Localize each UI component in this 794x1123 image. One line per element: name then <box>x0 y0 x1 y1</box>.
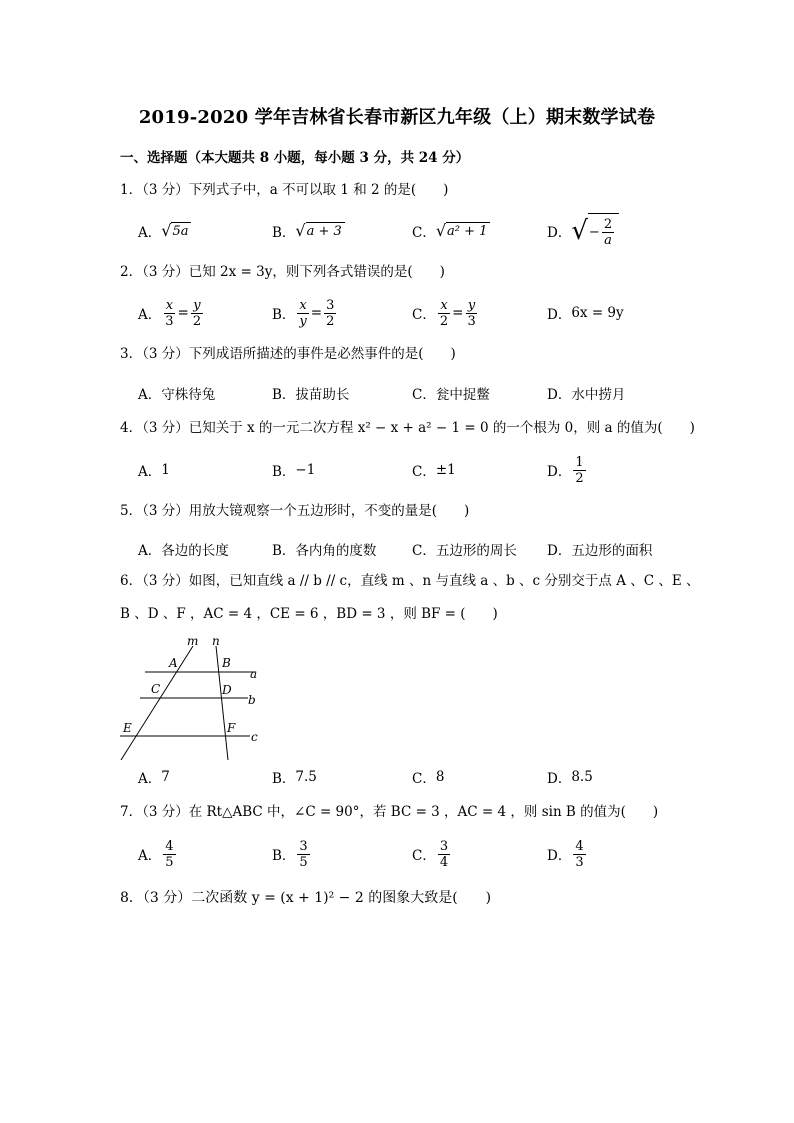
question-7-options <box>0 834 794 874</box>
denominator: 3 <box>467 313 476 329</box>
option-label: C． <box>412 225 436 241</box>
option-b <box>272 373 349 413</box>
radicand: a² + 1 <box>446 222 490 240</box>
option-c <box>412 450 456 490</box>
option-text: 五边形的周长 <box>435 543 517 559</box>
option-a <box>138 373 215 413</box>
denominator: 3 <box>575 854 584 870</box>
label-b: b <box>248 693 256 707</box>
option-label: C． <box>412 387 436 403</box>
denominator: 5 <box>299 854 308 870</box>
label-A: A <box>169 656 178 670</box>
question-5-stem: 5．（3 分）用放大镜观察一个五边形时，不变的量是( ) <box>120 503 470 519</box>
label-B: B <box>222 656 231 670</box>
option-text: ±1 <box>435 462 456 478</box>
numerator: y <box>193 297 201 313</box>
option-label: C． <box>412 543 436 559</box>
denominator: 4 <box>439 854 449 870</box>
option-b <box>272 757 317 797</box>
option-b <box>272 450 315 490</box>
option-label: C． <box>412 307 436 323</box>
numerator: 4 <box>575 838 584 854</box>
option-a <box>138 450 170 490</box>
option-label: A． <box>138 464 162 480</box>
question-5-options <box>0 529 794 569</box>
numerator: y <box>467 297 476 313</box>
option-text: 瓮中捉鳖 <box>435 387 490 403</box>
option-a <box>138 757 170 797</box>
option-c: C． $\frac{x}{2}$ = $\frac{y}{3}$ <box>412 297 476 329</box>
question-3-options <box>0 373 794 413</box>
sqrt-expression: √ − $\frac{2}{a}$ <box>571 213 619 249</box>
option-d <box>547 834 588 874</box>
option-label: D． <box>547 543 572 559</box>
label-F: F <box>227 721 236 735</box>
option-label: B． <box>272 771 296 787</box>
page-title: 2019-2020 学年吉林省长春市新区九年级（上）期末数学试卷 <box>138 107 656 128</box>
label-E: E <box>123 721 132 735</box>
question-6-stem: 6．（3 分）如图，已知直线 a // b // c，直线 m 、n 与直线 a 、b 、c 分别交于点 A 、C 、E 、 <box>120 573 700 589</box>
question-7-stem: 7．（3 分）在 Rt△ABC 中，∠C = 90°，若 BC = 3 ，AC = 4 ，则 sin B 的值为( ) <box>120 804 659 820</box>
option-c <box>412 757 444 797</box>
option-a <box>138 834 178 874</box>
option-c <box>412 529 517 569</box>
option-label: B． <box>272 307 296 323</box>
denominator: a <box>604 232 612 248</box>
denominator: 2 <box>439 313 449 329</box>
option-d <box>547 293 624 333</box>
option-text: 水中捞月 <box>571 387 626 403</box>
label-a: a <box>250 667 258 681</box>
minus-sign: − <box>588 224 600 240</box>
option-text: 拔苗助长 <box>295 387 350 403</box>
denominator: 3 <box>165 313 174 329</box>
option-b <box>272 834 312 874</box>
label-D: D <box>222 683 232 697</box>
parallel-lines-figure <box>118 634 268 762</box>
question-3-stem: 3．（3 分）下列成语所描述的事件是必然事件的是( ) <box>120 346 456 362</box>
option-label: D． <box>547 771 572 787</box>
option-label: A． <box>138 848 162 864</box>
option-label: D． <box>547 848 572 864</box>
option-label: D． <box>547 464 572 480</box>
question-1-options <box>0 211 794 251</box>
option-d <box>547 529 652 569</box>
option-text: 1 <box>161 462 170 478</box>
option-text: −1 <box>295 462 316 478</box>
question-2-stem: 2．（3 分）已知 2x = 3y，则下列各式错误的是( ) <box>120 264 445 280</box>
label-n: n <box>212 634 220 648</box>
option-a: A． $\frac{x}{3}$ = $\frac{y}{2}$ <box>138 297 202 329</box>
option-d <box>547 373 625 413</box>
denominator: 5 <box>165 854 174 870</box>
option-label: B． <box>272 387 296 403</box>
option-label: A． <box>138 543 162 559</box>
sqrt-expression: √ a + 3 <box>295 222 344 240</box>
option-label: C． <box>412 848 436 864</box>
label-m: m <box>187 634 199 648</box>
option-b <box>272 529 376 569</box>
section-heading: 一、选择题（本大题共 8 小题，每小题 3 分，共 24 分） <box>120 150 470 166</box>
denominator: y <box>299 313 307 329</box>
denominator: 2 <box>192 313 202 329</box>
numerator: 2 <box>603 216 613 232</box>
option-label: A． <box>138 307 162 323</box>
numerator: x <box>165 297 174 313</box>
numerator: x <box>299 297 307 313</box>
sqrt-expression: √ 5a <box>161 222 191 240</box>
question-6-options <box>0 757 794 797</box>
label-C: C <box>151 682 161 696</box>
question-1-stem: 1．（3 分）下列式子中，a 不可以取 1 和 2 的是( ) <box>120 182 449 198</box>
label-c: c <box>251 730 258 744</box>
option-b <box>272 211 345 251</box>
option-text: 各内角的度数 <box>295 543 377 559</box>
option-text: 7 <box>161 769 170 785</box>
option-d <box>547 757 593 797</box>
option-label: C． <box>412 771 436 787</box>
numerator: 3 <box>299 838 308 854</box>
option-text: 各边的长度 <box>161 543 229 559</box>
option-text: 6x = 9y <box>571 305 624 321</box>
option-label: A． <box>138 225 162 241</box>
radicand: a + 3 <box>306 222 345 240</box>
numerator: x <box>440 297 448 313</box>
option-a <box>138 211 191 251</box>
sqrt-expression: √ a² + 1 <box>436 222 491 240</box>
option-label: A． <box>138 387 162 403</box>
question-8-stem: 8．（3 分）二次函数 y = (x + 1)² − 2 的图象大致是( ) <box>120 890 492 906</box>
radicand: 5a <box>171 222 191 240</box>
line-m <box>121 646 193 760</box>
option-d <box>547 450 588 490</box>
option-label: D． <box>547 225 572 241</box>
option-label: D． <box>547 387 572 403</box>
option-d <box>547 211 619 251</box>
option-label: D． <box>547 307 572 323</box>
option-c <box>412 373 490 413</box>
question-2-options <box>0 293 794 333</box>
option-label: C． <box>412 464 436 480</box>
option-label: A． <box>138 771 162 787</box>
option-c <box>412 211 490 251</box>
numerator: 4 <box>165 838 174 854</box>
denominator: 2 <box>326 313 335 329</box>
option-c <box>412 834 452 874</box>
question-6-stem-continued: B 、D 、F ，AC = 4 ，CE = 6 ，BD = 3 ，则 BF = ( ) <box>120 606 498 622</box>
option-label: B． <box>272 225 296 241</box>
option-text: 五边形的面积 <box>571 543 653 559</box>
option-text: 7.5 <box>295 769 317 785</box>
numerator: 3 <box>439 838 449 854</box>
numerator: 1 <box>575 454 584 470</box>
denominator: 2 <box>575 470 584 486</box>
option-text: 8.5 <box>571 769 593 785</box>
option-label: B． <box>272 848 296 864</box>
numerator: 3 <box>326 297 335 313</box>
option-label: B． <box>272 464 296 480</box>
question-4-options <box>0 450 794 490</box>
option-a <box>138 529 229 569</box>
question-4-stem: 4．（3 分）已知关于 x 的一元二次方程 x² − x + a² − 1 = 0 的一个根为 0，则 a 的值为( ) <box>120 420 695 436</box>
option-text: 守株待兔 <box>161 387 216 403</box>
option-label: B． <box>272 543 296 559</box>
option-text: 8 <box>435 769 445 785</box>
option-b: B． $\frac{x}{y}$ = $\frac{3}{2}$ <box>272 297 335 329</box>
